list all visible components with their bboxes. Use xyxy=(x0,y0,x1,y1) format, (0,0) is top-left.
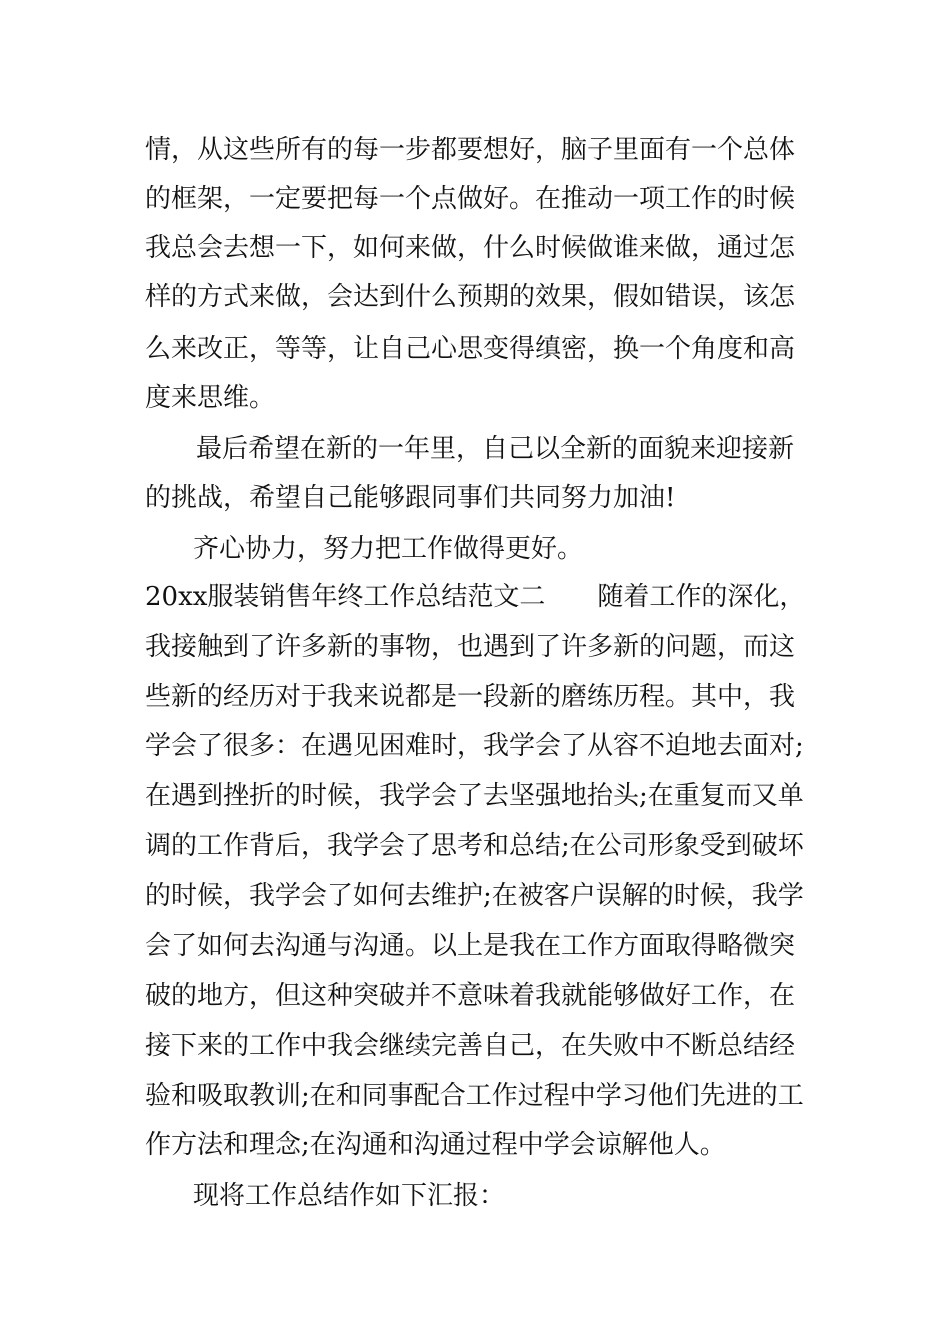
text-line: 我接触到了许多新的事物，也遇到了许多新的问题，而这 xyxy=(145,632,796,662)
text-line: 的挑战，希望自己能够跟同事们共同努力加油! xyxy=(145,483,676,513)
text-line: 接下来的工作中我会继续完善自己，在失败中不断总结经 xyxy=(145,1031,796,1061)
text-line: 破的地方，但这种突破并不意味着我就能够做好工作，在 xyxy=(145,981,796,1011)
text-line: 调的工作背后，我学会了思考和总结;在公司形象受到破坏 xyxy=(145,831,804,861)
text-line: 最后希望在新的一年里，自己以全新的面貌来迎接新 xyxy=(196,434,795,464)
text-line: 么来改正，等等，让自己心思变得缜密，换一个角度和高 xyxy=(145,334,796,364)
text-line: 会了如何去沟通与沟通。以上是我在工作方面取得略微突 xyxy=(145,931,796,961)
section-heading-line: 20xx服装销售年终工作总结范文二 随着工作的深化， xyxy=(145,582,806,612)
text-line: 作方法和理念;在沟通和沟通过程中学会谅解他人。 xyxy=(145,1130,726,1160)
text-line: 的框架，一定要把每一个点做好。在推动一项工作的时候 xyxy=(145,184,796,214)
text-line: 在遇到挫折的时候，我学会了去坚强地抬头;在重复而又单 xyxy=(145,781,804,811)
text-line: 的时候，我学会了如何去维护;在被客户误解的时候，我学 xyxy=(145,881,804,911)
text-line: 验和吸取教训;在和同事配合工作过程中学习他们先进的工 xyxy=(145,1081,804,1111)
text-line: 学会了很多：在遇见困难时，我学会了从容不迫地去面对; xyxy=(145,731,804,761)
text-line: 情，从这些所有的每一步都要想好，脑子里面有一个总体 xyxy=(145,135,796,165)
text-line: 度来思维。 xyxy=(145,383,276,413)
text-line: 现将工作总结作如下汇报： xyxy=(193,1181,506,1211)
text-line: 齐心协力，努力把工作做得更好。 xyxy=(193,534,584,564)
text-line: 样的方式来做，会达到什么预期的效果，假如错误，该怎 xyxy=(145,282,796,312)
text-line: 些新的经历对于我来说都是一段新的磨练历程。其中，我 xyxy=(145,682,796,712)
text-line: 我总会去想一下，如何来做，什么时候做谁来做，通过怎 xyxy=(145,233,796,263)
